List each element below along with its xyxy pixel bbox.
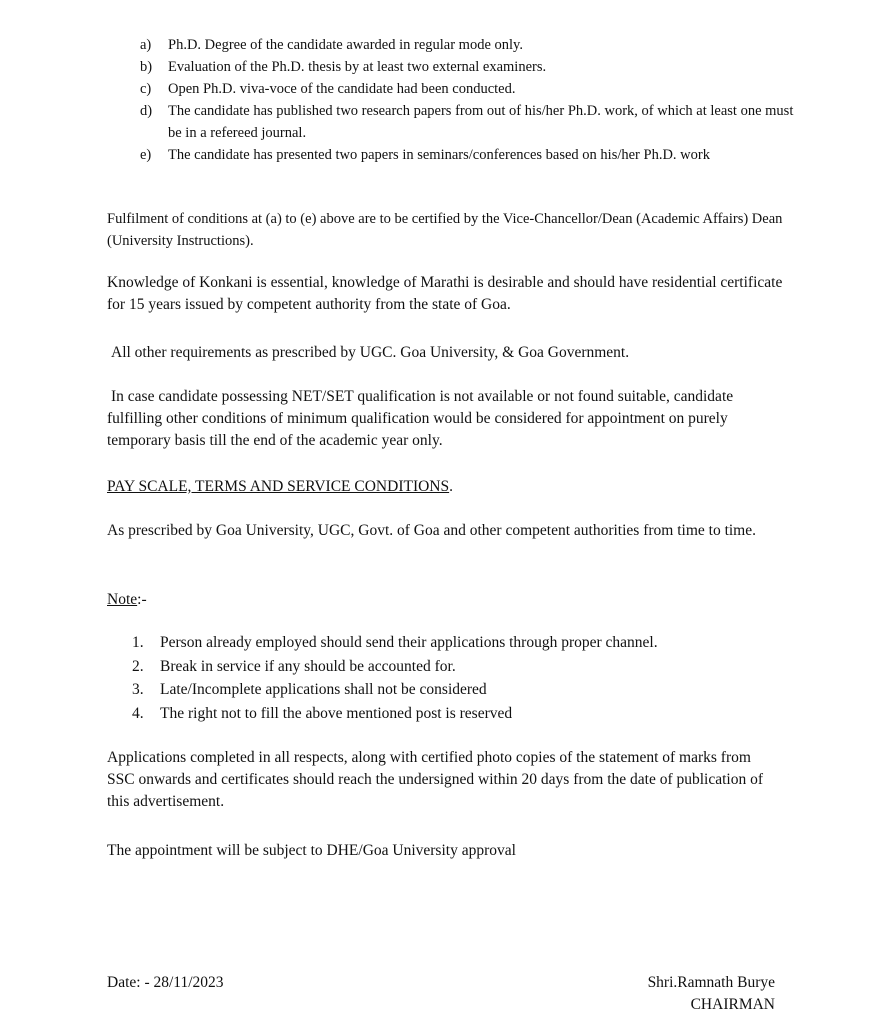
list-marker: 3. (132, 681, 144, 698)
pay-scale-paragraph: As prescribed by Goa University, UGC, Govt. of Goa and other competent authorities from time to time. (107, 522, 756, 539)
note-heading (107, 589, 787, 611)
list-item (140, 56, 800, 78)
list-item-text: The right not to fill the above mentioned post is reserved (160, 704, 513, 722)
list-marker: 4. (132, 704, 144, 722)
list-marker: a) (140, 37, 152, 53)
signature-block (648, 972, 775, 1016)
signatory-name: Shri.Ramnath Burye (647, 974, 775, 991)
note-label: Note (107, 591, 138, 608)
net-set-paragraph: In case candidate possessing NET/SET qualification is not available or not found suitable, candidate fulfilling other conditions of minimum qualification would be considered for appointment on purely temporary basis till the end of the academic year only. (107, 388, 734, 449)
konkani-paragraph: Knowledge of Konkani is essential, knowledge of Marathi is desirable and should have residential certificate for 15 years issued by competent authority from the state of Goa. (107, 274, 783, 313)
requirements-paragraph: All other requirements as prescribed by UGC. Goa University, & Goa Government. (111, 344, 630, 361)
list-item (132, 678, 782, 702)
list-marker: c) (140, 81, 152, 97)
list-item-text: Late/Incomplete applications shall not be considered (160, 681, 487, 698)
list-item (140, 34, 800, 56)
list-item-text: Break in service if any should be accounted for. (160, 657, 456, 675)
list-marker: 1. (132, 634, 144, 651)
note-suffix: :- (137, 591, 147, 608)
signatory-title: CHAIRMAN (690, 996, 775, 1013)
date-line: Date: - 28/11/2023 (107, 974, 224, 991)
list-item-text: The candidate has published two research papers from out of his/her Ph.D. work, of which at least one must be in a refereed journal. (168, 103, 794, 141)
approval-paragraph: The appointment will be subject to DHE/Goa University approval (107, 842, 516, 859)
fulfilment-paragraph: Fulfilment of conditions at (a) to (e) above are to be certified by the Vice-Chancellor/Dean (Academic Affairs) Dean (University Instructions). (107, 211, 783, 249)
list-item-text: Ph.D. Degree of the candidate awarded in regular mode only. (168, 37, 523, 53)
list-item-text: Evaluation of the Ph.D. thesis by at least two external examiners. (168, 59, 547, 75)
pay-scale-heading-text: PAY SCALE, TERMS AND SERVICE CONDITIONS (107, 478, 450, 495)
list-marker: 2. (132, 657, 144, 675)
eligibility-conditions-list (140, 34, 800, 166)
pay-scale-heading (107, 476, 787, 498)
list-item-text: Person already employed should send their applications through proper channel. (160, 634, 658, 651)
list-marker: b) (140, 59, 153, 75)
list-item (132, 702, 782, 726)
list-item (140, 78, 800, 100)
list-item-text: The candidate has presented two papers in seminars/conferences based on his/her Ph.D. work (168, 147, 710, 163)
notes-list (132, 631, 782, 725)
applications-paragraph: Applications completed in all respects, along with certified photo copies of the statement of marks from SSC onwards and certificates should reach the undersigned within 20 days from the date of publication of this advertisement. (107, 749, 764, 810)
list-item (140, 100, 800, 144)
list-item-text: Open Ph.D. viva-voce of the candidate had been conducted. (168, 81, 516, 97)
list-item (132, 655, 782, 679)
list-marker: d) (140, 103, 153, 119)
pay-scale-heading-suffix: . (449, 478, 453, 495)
list-marker: e) (140, 147, 152, 163)
list-item (132, 631, 782, 655)
list-item (140, 144, 800, 166)
